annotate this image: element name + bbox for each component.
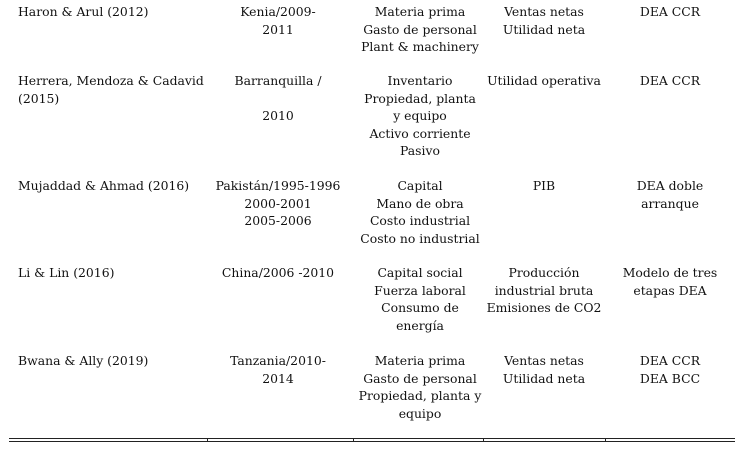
cell-author: Bwana & Ally (2019) <box>18 353 149 368</box>
cell-outputs: Producción industrial bruta Emisiones de CO2 <box>486 265 602 315</box>
cell-outputs: Utilidad operativa <box>487 73 601 88</box>
table-bottom-rule-second <box>9 441 735 442</box>
cell-method: DEA CCR DEA BCC <box>639 353 701 386</box>
cell-outputs: Ventas netas Utilidad neta <box>502 4 586 37</box>
cell-outputs: PIB <box>532 178 556 193</box>
cell-method: Modelo de tres etapas DEA <box>622 265 718 298</box>
cell-place-period: Tanzania/2010- 2014 <box>230 353 326 386</box>
cell-author: Mujaddad & Ahmad (2016) <box>18 178 190 193</box>
cell-inputs: Capital Mano de obra Costo industrial Costo no industrial <box>360 178 480 246</box>
column-separator-tick <box>207 438 208 442</box>
cell-author: Haron & Arul (2012) <box>18 4 149 19</box>
cell-place-period: Barranquilla / 2010 <box>234 73 322 123</box>
cell-inputs: Materia prima Gasto de personal Propiedad, planta y equipo <box>358 353 482 421</box>
cell-author: Herrera, Mendoza & Cadavid (2015) <box>18 73 204 106</box>
cell-author: Li & Lin (2016) <box>18 265 115 280</box>
cell-inputs: Capital social Fuerza laboral Consumo de energía <box>374 265 466 333</box>
cell-outputs: Ventas netas Utilidad neta <box>502 353 586 386</box>
cell-method: DEA CCR <box>639 4 701 19</box>
column-separator-tick <box>605 438 606 442</box>
cell-inputs: Materia prima Gasto de personal Plant & machinery <box>361 4 479 54</box>
column-separator-tick <box>353 438 354 442</box>
cell-method: DEA doble arranque <box>636 178 704 211</box>
table-bottom-rule <box>9 438 735 439</box>
cell-place-period: China/2006 -2010 <box>221 265 335 280</box>
cell-place-period: Pakistán/1995-1996 2000-2001 2005-2006 <box>215 178 341 228</box>
cell-inputs: Inventario Propiedad, planta y equipo Activo corriente Pasivo <box>364 73 476 158</box>
column-separator-tick <box>483 438 484 442</box>
cell-place-period: Kenia/2009- 2011 <box>240 4 316 37</box>
cell-method: DEA CCR <box>639 73 701 88</box>
